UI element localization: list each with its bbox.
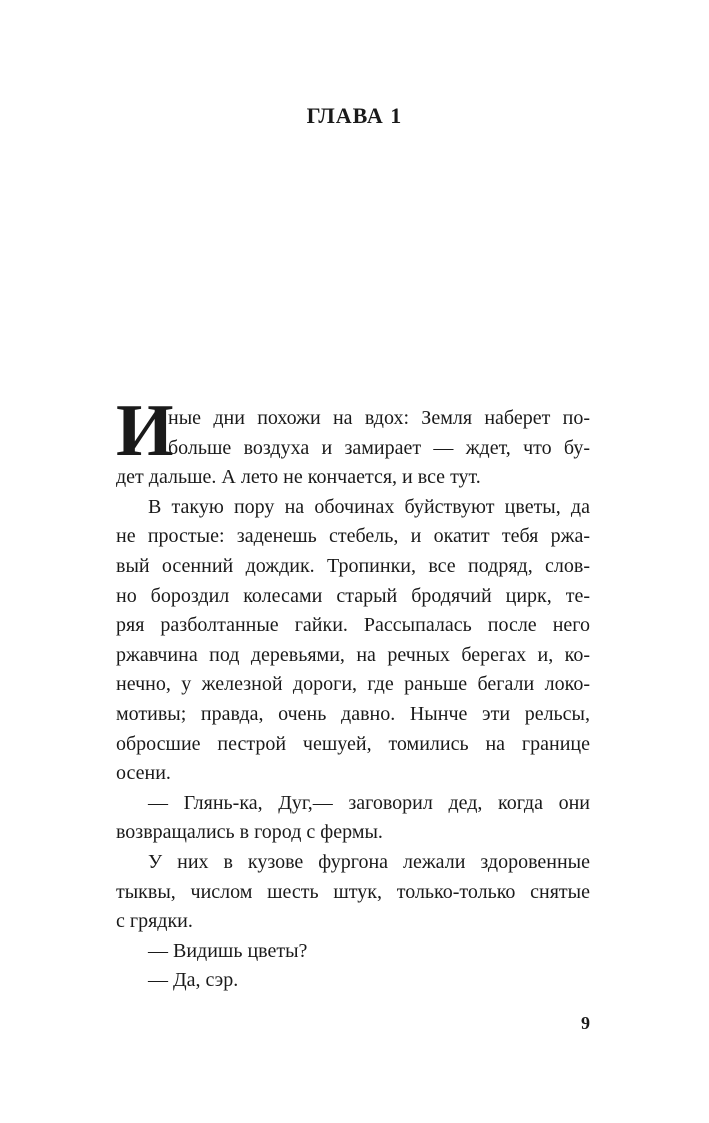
body-text [116,404,590,996]
text-line: тыквы, числом шесть штук, только-только снятые [116,880,590,903]
text-line: больше воздуха и замирает — ждет, что бу- [168,436,590,459]
text-line-content: — Видишь цветы? [148,939,308,962]
text-line: с грядки. [116,910,193,933]
text-line-content: У них в кузове фургона лежали здоровенные [148,850,590,873]
text-line-content: В такую пору на обочинах буйствуют цветы, да [148,495,590,518]
text-line: вый осенний дождик. Тропинки, все подряд, слов- [116,554,590,577]
text-line: ряя разболтанные гайки. Рассыпалась после него [116,614,590,637]
text-line: ржавчина под деревьями, на речных берегах и, ко- [116,643,590,666]
text-line: осени. [116,762,171,785]
text-line: возвращались в город с фермы. [116,821,383,844]
chapter-title: ГЛАВА 1 [306,103,403,128]
text-line [116,848,590,878]
page-number: 9 [581,1013,590,1033]
text-line: обросшие пестрой чешуей, томились на границе [116,732,590,755]
text-line: не простые: заденешь стебель, и окатит тебя ржа- [116,525,590,548]
text-line [116,493,590,523]
drop-cap: И [116,390,174,472]
text-line [116,966,590,996]
text-line-content: — Глянь-ка, Дуг,— заговорил дед, когда они [148,791,590,814]
text-line [116,937,590,967]
text-line [116,789,590,819]
text-line: но бороздил колесами старый бродячий цирк, те- [116,584,590,607]
text-line: дет дальше. А лето не кончается, и все тут. [116,466,481,489]
text-line-content: — Да, сэр. [148,969,239,992]
text-line: мотивы; правда, очень давно. Нынче эти рельсы, [116,702,590,725]
text-line: ные дни похожи на вдох: Земля наберет по- [168,407,590,429]
text-line: нечно, у железной дороги, где раньше бегали локо- [116,673,590,696]
